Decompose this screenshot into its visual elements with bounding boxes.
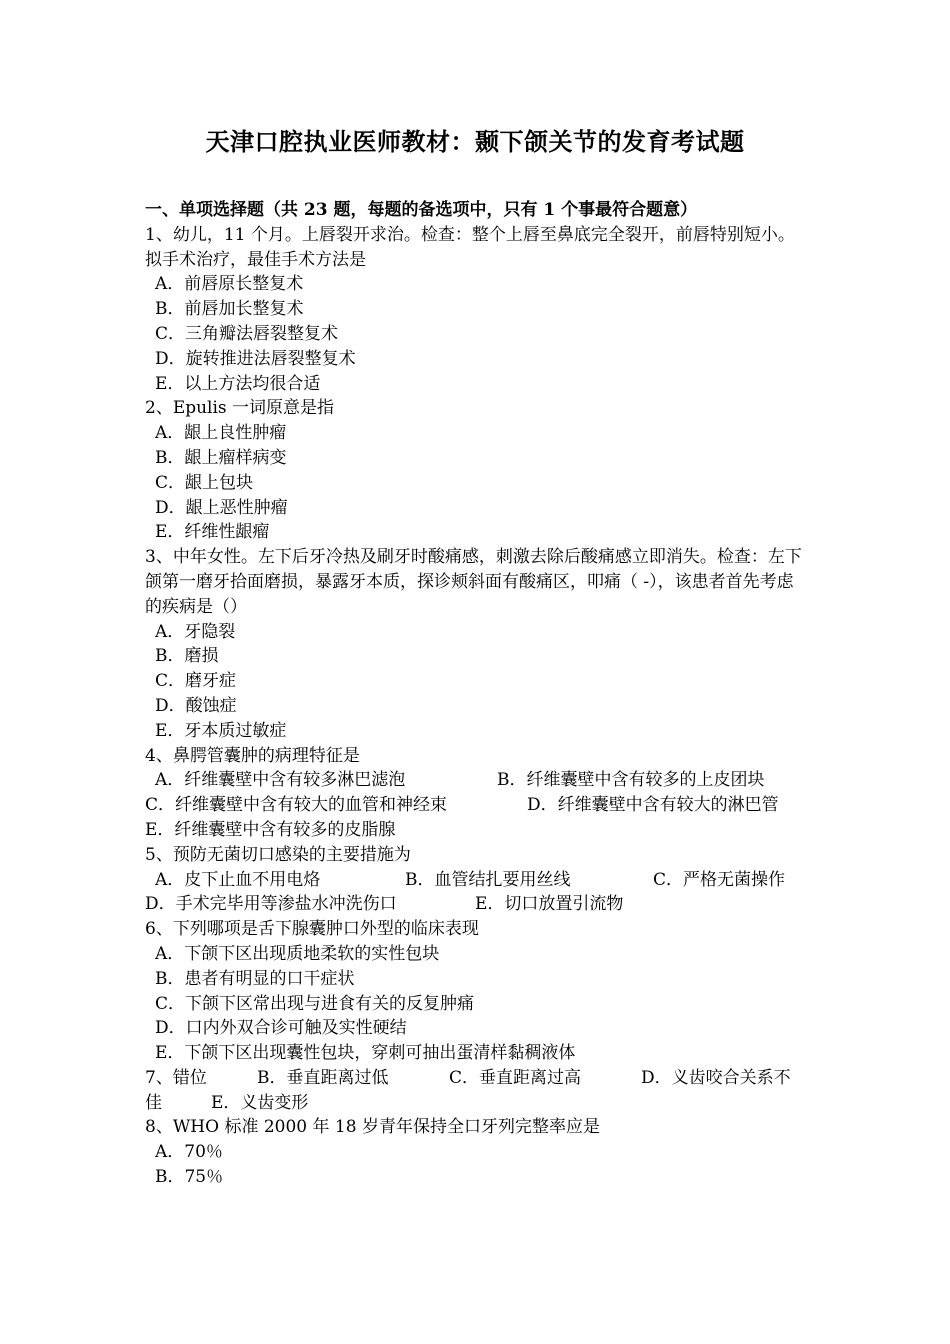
option-continuation: 佳 — [145, 1092, 162, 1113]
option-row — [145, 768, 810, 793]
option: B．纤维囊壁中含有较多的上皮团块 — [497, 770, 765, 791]
option-row — [145, 793, 810, 818]
question-stem: 6、下列哪项是舌下腺囊肿口外型的临床表现 — [145, 919, 479, 940]
option: A．前唇原长整复术 — [155, 274, 304, 295]
option-row — [145, 868, 810, 893]
option: B．磨损 — [155, 646, 219, 667]
option: D．口内外双合诊可触及实性硬结 — [155, 1018, 407, 1039]
question-stem: 5、预防无菌切口感染的主要措施为 — [145, 844, 411, 865]
page-title: 天津口腔执业医师教材：颞下颌关节的发育考试题 — [205, 127, 745, 156]
option: B．75％ — [155, 1167, 224, 1188]
option: C．三角瓣法唇裂整复术 — [155, 323, 339, 344]
option: A．纤维囊壁中含有较多淋巴滤泡 — [155, 770, 406, 791]
option-row — [145, 892, 810, 917]
option: E．以上方法均很合适 — [155, 373, 321, 394]
option: A．下颌下区出现质地柔软的实性包块 — [155, 943, 440, 964]
option: E．牙本质过敏症 — [155, 720, 287, 741]
option: A．皮下止血不用电烙 — [155, 869, 321, 890]
option: C．龈上包块 — [155, 472, 254, 493]
option: E．纤维囊壁中含有较多的皮脂腺 — [145, 819, 396, 840]
option: B．龈上瘤样病变 — [155, 447, 287, 468]
option: A．牙隐裂 — [155, 621, 236, 642]
option: D．酸蚀症 — [155, 695, 237, 716]
option: C．下颌下区常出现与进食有关的反复肿痛 — [155, 993, 475, 1014]
question-stem: 8、WHO 标准 2000 年 18 岁青年保持全口牙列完整率应是 — [145, 1117, 600, 1138]
option: E．纤维性龈瘤 — [155, 522, 270, 543]
option-row — [145, 1066, 810, 1091]
question-stem: 2、Epulis 一词原意是指 — [145, 398, 335, 419]
question-stem: 7、错位 — [145, 1067, 207, 1088]
option: E．切口放置引流物 — [475, 894, 624, 915]
option: A．龈上良性肿瘤 — [155, 423, 287, 444]
option-row — [145, 1091, 810, 1116]
option: D．纤维囊壁中含有较大的淋巴管 — [527, 795, 779, 816]
option: D．义齿咬合关系不 — [641, 1067, 791, 1088]
option: E．义齿变形 — [211, 1092, 309, 1113]
option: B．血管结扎要用丝线 — [405, 869, 571, 890]
option: C．磨牙症 — [155, 671, 237, 692]
option: D．龈上恶性肿瘤 — [155, 497, 288, 518]
option: B．垂直距离过低 — [257, 1067, 389, 1088]
option: D．旋转推进法唇裂整复术 — [155, 348, 356, 369]
question-stem: 3、中年女性。左下后牙冷热及刷牙时酸痛感，刺激去除后酸痛感立即消失。检查：左下颌第一磨牙拾面磨损，暴露牙本质，探诊颊斜面有酸痛区，叩痛（ -），该患者首先考虑的疾病是（） — [145, 547, 802, 617]
option: A．70％ — [155, 1142, 223, 1163]
option: B．前唇加长整复术 — [155, 299, 304, 320]
question-stem: 1、幼儿，11 个月。上唇裂开求治。检查：整个上唇至鼻底完全裂开，前唇特别短小。拟手术治疗，最佳手术方法是 — [145, 224, 795, 270]
option: C．严格无菌操作 — [653, 869, 786, 890]
section-heading: 一、单项选择题（共 23 题，每题的备选项中，只有 1 个事最符合题意） — [145, 200, 698, 220]
option: E．下颌下区出现囊性包块，穿刺可抽出蛋清样黏稠液体 — [155, 1043, 576, 1064]
option-row — [145, 818, 810, 843]
question-stem: 4、鼻腭管囊肿的病理特征是 — [145, 745, 360, 766]
option: D．手术完毕用等渗盐水冲洗伤口 — [145, 894, 397, 915]
option: C．纤维囊壁中含有较大的血管和神经束 — [145, 795, 448, 816]
option: C．垂直距离过高 — [449, 1067, 582, 1088]
exam-content — [145, 198, 810, 1190]
option: B．患者有明显的口干症状 — [155, 968, 355, 989]
